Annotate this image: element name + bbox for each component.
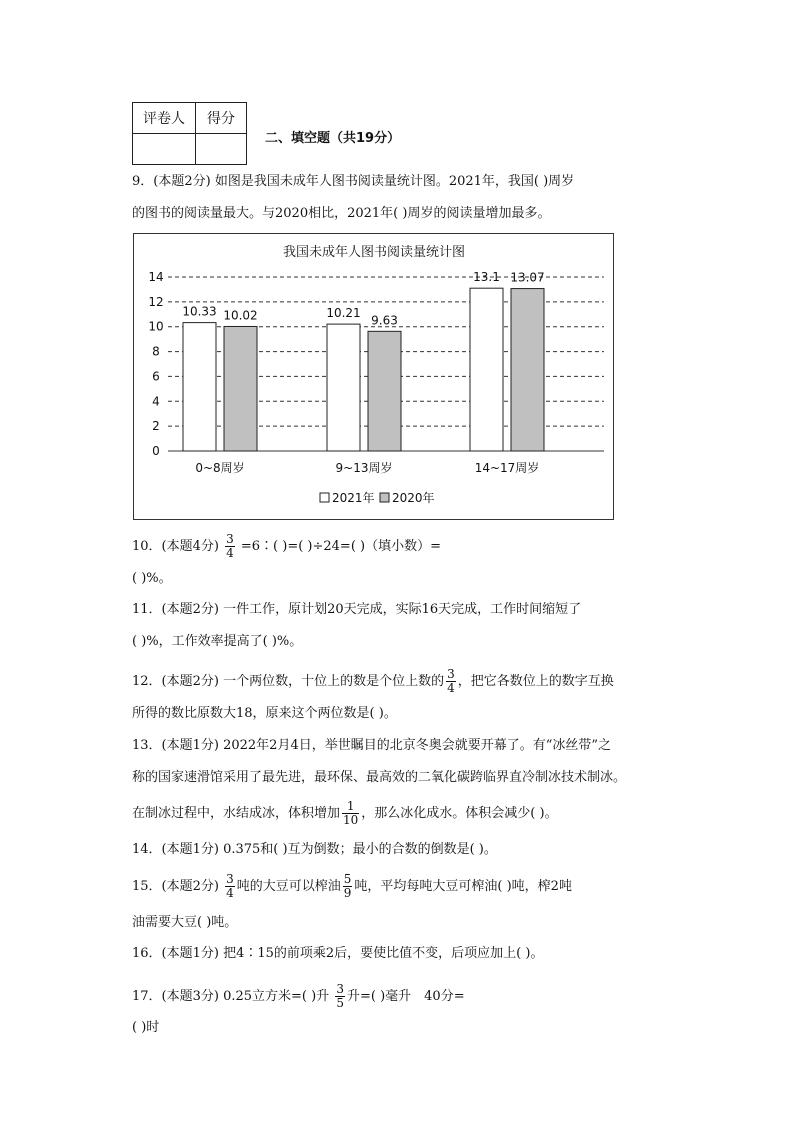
q12-prefix: 12．(本题2分) 一个两位数，十位上的数是个位上数的 [132, 674, 445, 689]
q10-frac-num: 3 [226, 532, 234, 546]
y-tick-label: 10 [148, 319, 164, 334]
q12-frac-num: 3 [447, 667, 455, 681]
q17-prefix: 17．(本题3分) 0.25立方米=( )升 [132, 989, 330, 1004]
q9-line1: 9．(本题2分) 如图是我国未成年人图书阅读量统计图。2021年，我国( )周岁 [132, 174, 575, 189]
q17-fraction [335, 983, 345, 1010]
y-tick-label: 4 [152, 394, 160, 409]
x-category-label: 9~13周岁 [335, 461, 393, 475]
q10-frac-den: 4 [226, 546, 234, 560]
score-table-header-grader: 评卷人 [133, 103, 196, 134]
y-tick-label: 2 [152, 419, 160, 434]
q15-line1 [132, 873, 572, 900]
bar-value-label: 13.07 [510, 270, 545, 285]
bar-value-label: 10.21 [326, 306, 361, 321]
q14-line1: 14．(本题1分) 0.375和( )互为倒数；最小的合数的倒数是( )。 [132, 842, 497, 857]
bar-2021年-0~8周岁 [183, 323, 216, 451]
chart-svg [134, 234, 613, 519]
score-table-cell-score [196, 134, 247, 165]
q10-line2: ( )%。 [132, 571, 172, 586]
section-title: 二、填空题（共19分） [265, 131, 401, 146]
bar-value-label: 13.1 [473, 270, 500, 285]
score-table-header-score: 得分 [196, 103, 247, 134]
y-tick-label: 14 [148, 270, 164, 284]
q15-frac1-num: 3 [226, 872, 234, 886]
q17-line2: ( )时 [132, 1020, 160, 1035]
q12-line2: 所得的数比原数大18，原来这个两位数是( )。 [132, 706, 397, 721]
legend-swatch [380, 493, 389, 502]
x-category-label: 0~8周岁 [195, 461, 245, 475]
score-table-cell-grader [133, 134, 196, 165]
bar-value-label: 10.33 [182, 304, 217, 319]
q10-prefix: 10．(本题4分) [132, 539, 219, 554]
score-table [132, 102, 247, 165]
q15-frac2-num: 5 [343, 872, 352, 886]
q12-fraction [446, 668, 456, 695]
q13-line3 [132, 800, 558, 827]
q11-line1: 11．(本题2分) 一件工作，原计划20天完成，实际16天完成，工作时间缩短了 [132, 602, 582, 617]
q15-frac2-den: 9 [343, 886, 352, 900]
q13-line2: 称的国家速滑馆采用了最先进，最环保、最高效的二氧化碳跨临界直冷制冰技术制冰。 [132, 770, 627, 785]
q10-line1 [132, 533, 441, 560]
bar-2021年-9~13周岁 [327, 324, 360, 451]
bar-2020年-9~13周岁 [368, 331, 401, 451]
q13-frac-num: 1 [342, 800, 359, 814]
q13-fraction [342, 800, 359, 827]
y-tick-label: 8 [152, 344, 160, 359]
bar-2020年-0~8周岁 [224, 326, 257, 451]
legend-swatch [320, 493, 329, 502]
q15-fraction2 [343, 873, 353, 900]
legend-label: 2020年 [392, 491, 435, 505]
q16-line1: 16．(本题1分) 把4∶15的前项乘2后，要使比值不变，后项应加上( )。 [132, 946, 544, 961]
q15-frac1-den: 4 [226, 886, 234, 900]
q15-prefix: 15．(本题2分) [132, 879, 219, 894]
q17-frac-num: 3 [336, 982, 344, 996]
y-tick-label: 6 [152, 369, 160, 384]
q15-line2: 油需要大豆( )吨。 [132, 915, 238, 930]
bar-value-label: 10.02 [223, 308, 258, 323]
q17-line1 [132, 983, 465, 1010]
q13-rest: ，那么冰化成水。体积会减少( )。 [361, 806, 558, 821]
bar-2020年-14~17周岁 [511, 289, 544, 451]
bar-value-label: 9.63 [371, 313, 398, 328]
q11-line2: ( )%，工作效率提高了( )%。 [132, 634, 303, 649]
legend-label: 2021年 [332, 491, 375, 505]
q10-rest: =6∶( )=( )÷24=( )（填小数）= [240, 539, 441, 554]
q10-fraction [225, 533, 235, 560]
q12-line1 [132, 668, 614, 695]
x-category-label: 14~17周岁 [474, 461, 540, 475]
q17-rest: 升=( )毫升 40分= [346, 989, 465, 1004]
q15-fraction1 [225, 873, 235, 900]
reading-chart [133, 233, 614, 520]
q13-prefix: 在制冰过程中，水结成冰，体积增加 [132, 806, 341, 821]
q17-frac-den: 5 [336, 996, 344, 1010]
q12-frac-den: 4 [447, 681, 455, 695]
q15-mid: 吨的大豆可以榨油 [236, 879, 341, 894]
q12-rest: ，把它各数位上的数字互换 [457, 674, 614, 689]
y-tick-label: 0 [152, 444, 160, 458]
bar-2021年-14~17周岁 [470, 288, 503, 451]
y-tick-label: 12 [148, 294, 164, 309]
q13-line1: 13．(本题1分) 2022年2月4日，举世瞩目的北京冬奥会就要开幕了。有“冰丝带”之 [132, 738, 612, 753]
chart-title: 我国未成年人图书阅读量统计图 [282, 245, 466, 260]
q13-frac-den: 10 [343, 813, 359, 827]
q15-rest: 吨，平均每吨大豆可榨油( )吨，榨2吨 [354, 879, 572, 894]
q9-line2: 的图书的阅读量最大。与2020相比，2021年( )周岁的阅读量增加最多。 [132, 206, 551, 221]
